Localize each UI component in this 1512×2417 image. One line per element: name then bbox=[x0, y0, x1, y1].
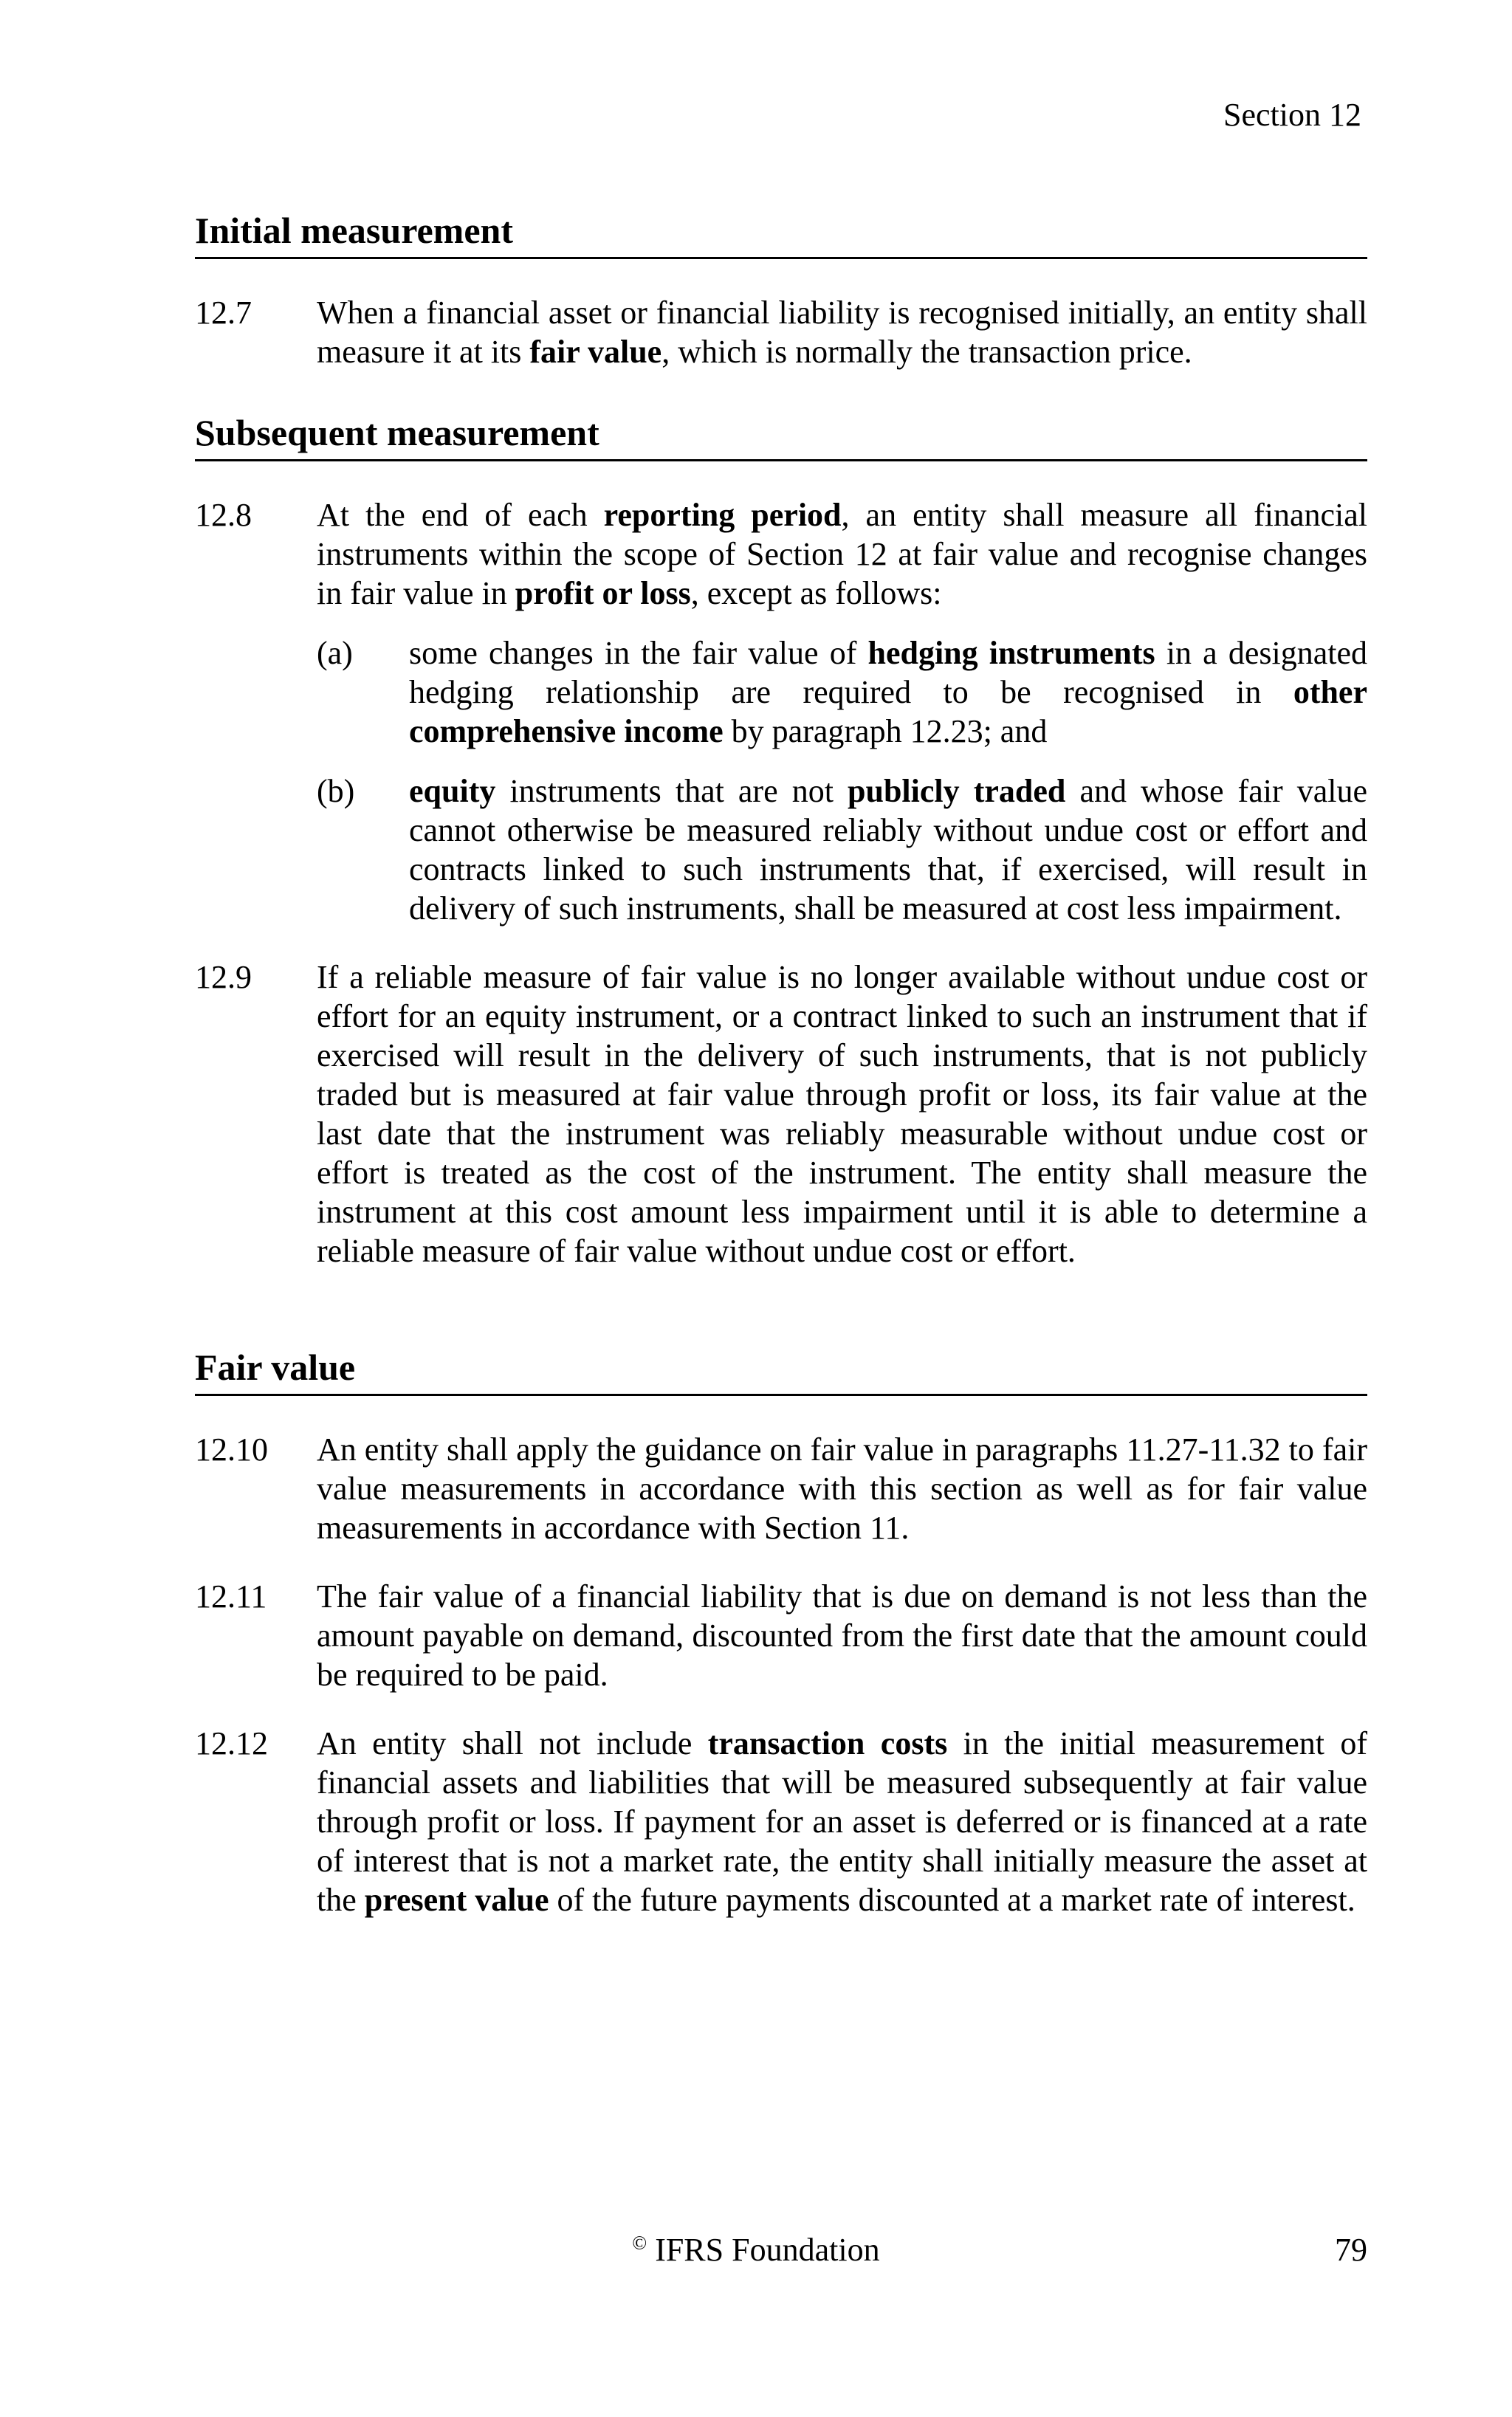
defined-term: profit or loss bbox=[515, 575, 691, 611]
subparagraph-a bbox=[317, 633, 1367, 751]
section-subsequent-measurement bbox=[195, 410, 1367, 1271]
paragraph-number: 12.9 bbox=[195, 959, 252, 995]
paragraph-12-11 bbox=[195, 1577, 1367, 1694]
footer-organization: IFRS Foundation bbox=[647, 2232, 880, 2268]
defined-term: transaction costs bbox=[707, 1725, 948, 1761]
paragraph-12-12 bbox=[195, 1724, 1367, 1919]
paragraph-12-9 bbox=[195, 957, 1367, 1271]
defined-term: reporting period bbox=[603, 497, 842, 533]
defined-term: fair value bbox=[529, 334, 662, 370]
paragraph-text: At the end of each reporting period, an entity shall measure all financial instruments within the scope of Section 12 at fair value and recognise changes in fair value in profit or loss, except as follows: bbox=[317, 497, 1367, 611]
defined-term: present value bbox=[364, 1882, 549, 1918]
footer-copyright bbox=[0, 2229, 1512, 2271]
section-heading: Initial measurement bbox=[195, 208, 1367, 259]
subparagraph-text: equity instruments that are not publicly traded and whose fair value cannot otherwise be measured reliably without undue cost or effort and contracts linked to such instruments that, if exercised, will result in delivery of such instruments, shall be measured at cost less impairment. bbox=[409, 773, 1367, 926]
defined-term: hedging instruments bbox=[867, 635, 1155, 671]
paragraph-text: An entity shall not include transaction costs in the initial measurement of financial assets and liabilities that will be measured subsequently at fair value through profit or loss. If payment for an asset is deferred or is financed at a rate of interest that is not a market rate, the entity shall initially measure the asset at the present value of the future payments discounted at a market rate of interest. bbox=[317, 1725, 1367, 1918]
paragraph-12-7 bbox=[195, 293, 1367, 371]
defined-term: publicly traded bbox=[848, 773, 1066, 809]
paragraph-text: An entity shall apply the guidance on fair value in paragraphs 11.27-11.32 to fair value measurements in accordance with this section as well as for fair value measurements in accordance with Section 11. bbox=[317, 1431, 1367, 1546]
running-head: Section 12 bbox=[1223, 97, 1361, 133]
section-heading: Fair value bbox=[195, 1345, 1367, 1396]
subparagraph-text: some changes in the fair value of hedging instruments in a designated hedging relationship are required to be recognised in other comprehensive income by paragraph 12.23; and bbox=[409, 635, 1367, 749]
paragraph-text: When a financial asset or financial liability is recognised initially, an entity shall measure it at its fair value, which is normally the transaction price. bbox=[317, 295, 1367, 370]
paragraph-text: The fair value of a financial liability that is due on demand is not less than the amount payable on demand, discounted from the first date that the amount could be required to be paid. bbox=[317, 1578, 1367, 1693]
subparagraph-label: (b) bbox=[317, 773, 355, 809]
paragraph-number: 12.10 bbox=[195, 1431, 268, 1468]
section-fair-value bbox=[195, 1345, 1367, 1919]
paragraph-12-10 bbox=[195, 1430, 1367, 1547]
page-number: 79 bbox=[1335, 2232, 1367, 2268]
paragraph-number: 12.7 bbox=[195, 295, 252, 331]
paragraph-number: 12.11 bbox=[195, 1578, 267, 1615]
subparagraph-label: (a) bbox=[317, 635, 353, 671]
copyright-symbol: © bbox=[632, 2232, 647, 2254]
section-heading: Subsequent measurement bbox=[195, 410, 1367, 461]
section-initial-measurement bbox=[195, 208, 1367, 371]
subparagraph-b bbox=[317, 771, 1367, 928]
paragraph-12-8 bbox=[195, 495, 1367, 613]
defined-term: other comprehensive income bbox=[409, 674, 1367, 749]
paragraph-number: 12.12 bbox=[195, 1725, 268, 1761]
paragraph-number: 12.8 bbox=[195, 497, 252, 533]
paragraph-text: If a reliable measure of fair value is no longer available without undue cost or effort for an equity instrument, or a contract linked to such an instrument that if exercised will result in the delivery of such instruments, that is not publicly traded but is measured at fair value through profit or loss, its fair value at the last date that the instrument was reliably measurable without undue cost or effort is treated as the cost of the instrument. The entity shall measure the instrument at this cost amount less impairment until it is able to determine a reliable measure of fair value without undue cost or effort. bbox=[317, 959, 1367, 1269]
defined-term: equity bbox=[409, 773, 496, 809]
